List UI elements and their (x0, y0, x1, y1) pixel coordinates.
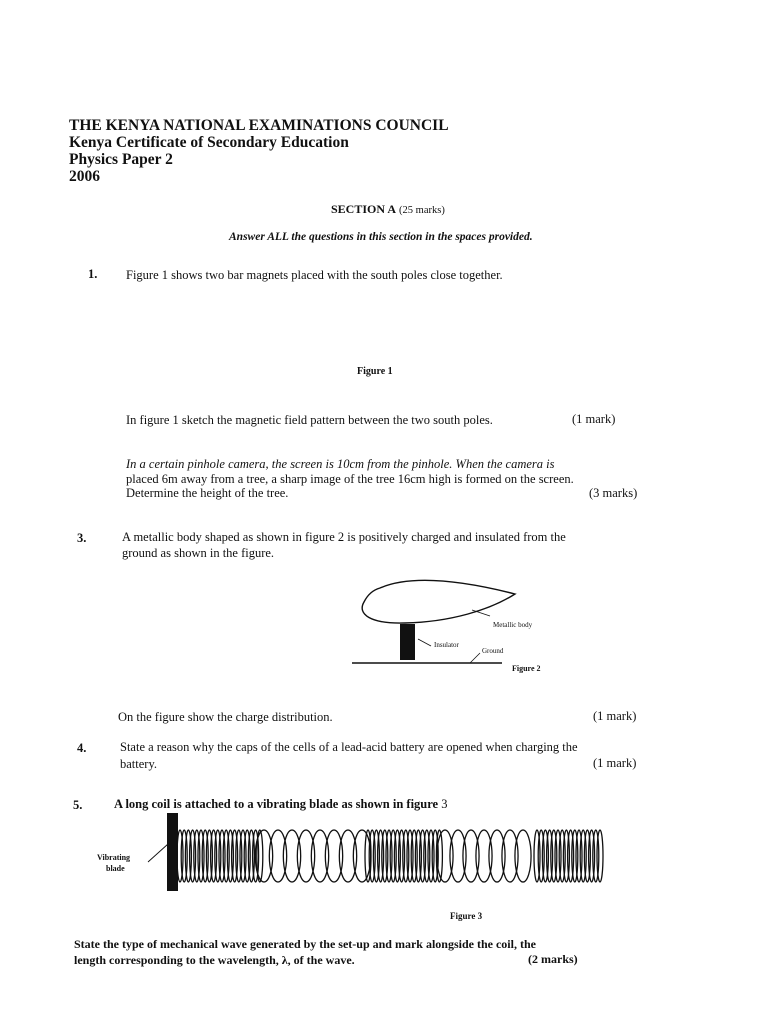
coil-loop (597, 830, 603, 882)
coil-loop (283, 830, 300, 882)
q2-line-1: In a certain pinhole camera, the screen is 10cm from the pinhole. When the camera is (126, 457, 555, 471)
q1-task: In figure 1 sketch the magnetic field pattern between the two south poles. (126, 413, 493, 427)
coil-loop (502, 830, 518, 882)
q5-line-2: length corresponding to the wavelength, λ, of the wave. (74, 953, 355, 967)
exam-year: 2006 (69, 168, 100, 185)
coil-loop (437, 830, 453, 882)
figure-1-caption: Figure 1 (357, 366, 393, 377)
section-instruction: Answer ALL the questions in this section in the spaces provided. (229, 231, 533, 243)
vibrating-blade (167, 813, 178, 891)
q4-line-2: battery. (120, 757, 158, 771)
q1-number: 1. (88, 267, 98, 281)
coil-loop (450, 830, 466, 882)
q3-marks: (1 mark) (593, 709, 637, 723)
q4-number: 4. (77, 741, 87, 755)
paper-title: Physics Paper 2 (69, 151, 173, 168)
blade-label-1: Vibrating (97, 853, 131, 862)
figure-3-caption: Figure 3 (450, 911, 483, 921)
q2-marks: (3 marks) (589, 486, 638, 500)
figure-2-caption: Figure 2 (512, 664, 541, 673)
insulator-pointer (418, 639, 431, 646)
q5-line-1: State the type of mechanical wave generated by the set-up and mark alongside the coil, the (74, 937, 536, 951)
metallic-body-pointer (472, 610, 490, 616)
q3-number: 3. (77, 531, 87, 545)
coil-loop (339, 830, 356, 882)
blade-pointer (148, 844, 168, 862)
long-coil (177, 830, 603, 882)
coil-loop (476, 830, 492, 882)
q4-line-1: State a reason why the caps of the cells of a lead-acid battery are opened when charging the (120, 740, 578, 754)
insulator-label: Insulator (434, 641, 459, 649)
q2-line-3: Determine the height of the tree. (126, 486, 289, 500)
council-title: THE KENYA NATIONAL EXAMINATIONS COUNCIL (69, 117, 449, 134)
metallic-body-label: Metallic body (493, 621, 533, 629)
coil-loop (255, 830, 272, 882)
q3-line-2: ground as shown in the figure. (122, 546, 275, 560)
q3-line-1: A metallic body shaped as shown in figure 2 is positively charged and insulated from the (122, 530, 566, 544)
q1-text: Figure 1 shows two bar magnets placed with the south poles close together. (126, 268, 503, 282)
coil-loop (325, 830, 342, 882)
coil-loop (297, 830, 314, 882)
q2-line-2: placed 6m away from a tree, a sharp image of the tree 16cm high is formed on the screen. (126, 472, 574, 486)
coil-loop (269, 830, 286, 882)
coil-loop (353, 830, 370, 882)
q4-marks: (1 mark) (593, 756, 637, 770)
coil-loop (463, 830, 479, 882)
q5-marks: (2 marks) (528, 952, 578, 966)
ground-label: Ground (482, 647, 504, 655)
insulator-stand (400, 624, 415, 660)
q3-task: On the figure show the charge distribution. (118, 710, 333, 724)
section-heading (331, 202, 445, 217)
blade-label-2: blade (106, 864, 125, 873)
q5-number: 5. (73, 798, 83, 812)
q1-marks: (1 mark) (572, 412, 616, 426)
q5-text: A long coil is attached to a vibrating blade as shown in figure (114, 797, 439, 811)
q5-figure-ref: 3 (441, 797, 448, 811)
section-title: SECTION A (331, 202, 397, 216)
certificate-title: Kenya Certificate of Secondary Education (69, 134, 349, 151)
figure-3-diagram (140, 810, 610, 895)
section-marks: (25 marks) (399, 205, 445, 216)
coil-loop (489, 830, 505, 882)
ground-pointer (470, 653, 480, 663)
metallic-body-shape (362, 580, 515, 623)
coil-loop (311, 830, 328, 882)
coil-loop (515, 830, 531, 882)
